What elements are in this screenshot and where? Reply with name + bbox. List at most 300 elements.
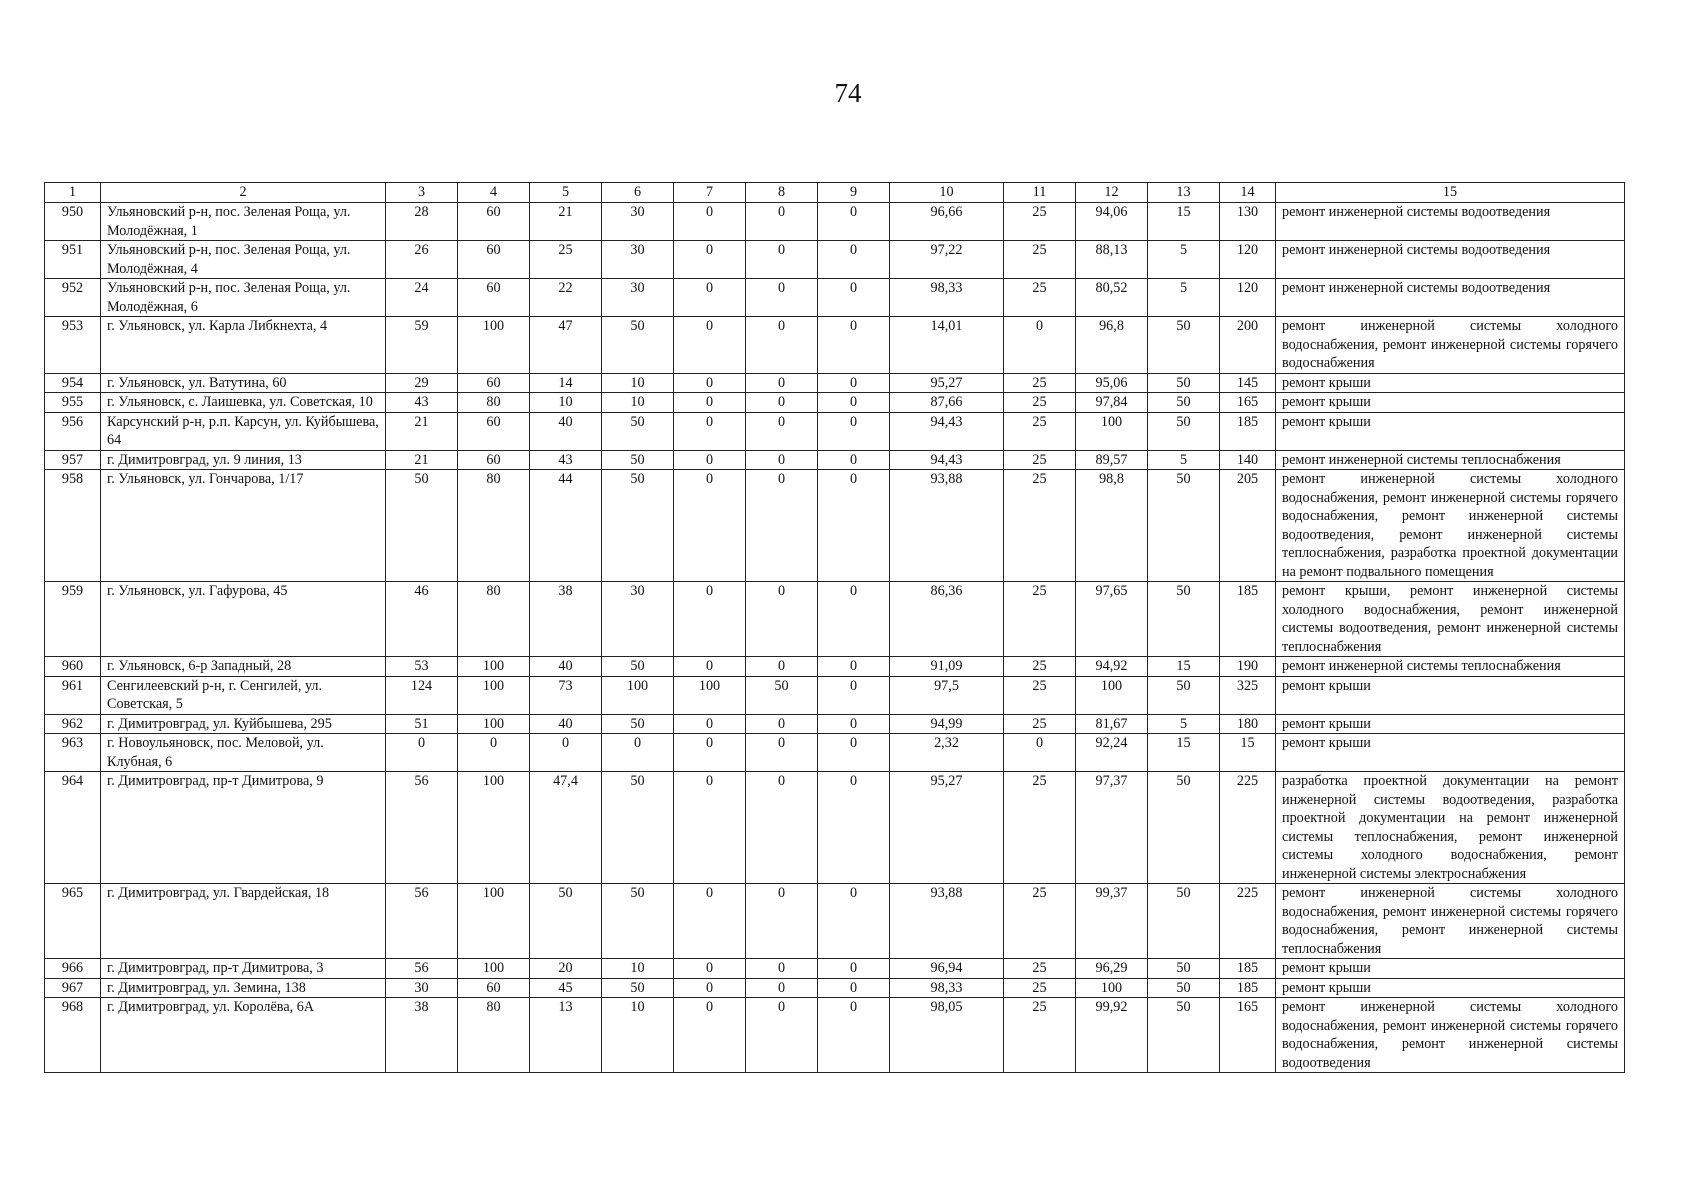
value-cell-c7: 0 bbox=[674, 978, 746, 998]
column-header: 5 bbox=[530, 183, 602, 203]
value-cell-c10: 96,94 bbox=[890, 959, 1004, 979]
value-cell-c12: 80,52 bbox=[1076, 279, 1148, 317]
value-cell-c8: 50 bbox=[746, 676, 818, 714]
value-cell-c6: 10 bbox=[602, 959, 674, 979]
value-cell-c8: 0 bbox=[746, 978, 818, 998]
value-cell-c10: 97,5 bbox=[890, 676, 1004, 714]
row-number-cell: 955 bbox=[45, 393, 101, 413]
row-number-cell: 964 bbox=[45, 772, 101, 884]
column-header: 10 bbox=[890, 183, 1004, 203]
address-cell: г. Димитровград, ул. Земина, 138 bbox=[101, 978, 386, 998]
work-description-cell: ремонт крыши, ремонт инженерной системы холодного водоснабжения, ремонт инженерной системы водоотведения, ремонт инженерной системы теплоснабжения bbox=[1276, 582, 1625, 657]
value-cell-c5: 45 bbox=[530, 978, 602, 998]
value-cell-c12: 99,37 bbox=[1076, 884, 1148, 959]
value-cell-c11: 25 bbox=[1004, 676, 1076, 714]
address-cell: г. Димитровград, ул. Куйбышева, 295 bbox=[101, 714, 386, 734]
column-header: 15 bbox=[1276, 183, 1625, 203]
value-cell-c3: 50 bbox=[386, 470, 458, 582]
value-cell-c3: 53 bbox=[386, 657, 458, 677]
column-header: 11 bbox=[1004, 183, 1076, 203]
value-cell-c13: 50 bbox=[1148, 772, 1220, 884]
value-cell-c14: 185 bbox=[1220, 978, 1276, 998]
value-cell-c13: 50 bbox=[1148, 373, 1220, 393]
value-cell-c12: 98,8 bbox=[1076, 470, 1148, 582]
value-cell-c5: 0 bbox=[530, 734, 602, 772]
value-cell-c6: 50 bbox=[602, 412, 674, 450]
work-description-cell: ремонт крыши bbox=[1276, 734, 1625, 772]
work-description-cell: ремонт крыши bbox=[1276, 714, 1625, 734]
value-cell-c6: 0 bbox=[602, 734, 674, 772]
value-cell-c7: 0 bbox=[674, 884, 746, 959]
value-cell-c14: 165 bbox=[1220, 393, 1276, 413]
value-cell-c12: 89,57 bbox=[1076, 450, 1148, 470]
value-cell-c4: 100 bbox=[458, 884, 530, 959]
value-cell-c11: 25 bbox=[1004, 412, 1076, 450]
value-cell-c14: 185 bbox=[1220, 582, 1276, 657]
address-cell: г. Димитровград, пр-т Димитрова, 9 bbox=[101, 772, 386, 884]
value-cell-c11: 25 bbox=[1004, 241, 1076, 279]
value-cell-c3: 29 bbox=[386, 373, 458, 393]
row-number-cell: 967 bbox=[45, 978, 101, 998]
value-cell-c8: 0 bbox=[746, 317, 818, 374]
value-cell-c5: 40 bbox=[530, 657, 602, 677]
value-cell-c9: 0 bbox=[818, 998, 890, 1073]
value-cell-c9: 0 bbox=[818, 241, 890, 279]
work-description-cell: ремонт инженерной системы холодного водоснабжения, ремонт инженерной системы горячего водоснабжения, ремонт инженерной системы водоотведения, ремонт инженерной системы теплоснабжения, разработка проектной документации на ремонт подвального помещения bbox=[1276, 470, 1625, 582]
value-cell-c4: 80 bbox=[458, 393, 530, 413]
value-cell-c9: 0 bbox=[818, 470, 890, 582]
value-cell-c5: 25 bbox=[530, 241, 602, 279]
value-cell-c6: 10 bbox=[602, 393, 674, 413]
column-header: 13 bbox=[1148, 183, 1220, 203]
value-cell-c4: 80 bbox=[458, 998, 530, 1073]
value-cell-c4: 60 bbox=[458, 450, 530, 470]
row-number-cell: 959 bbox=[45, 582, 101, 657]
value-cell-c3: 59 bbox=[386, 317, 458, 374]
value-cell-c10: 98,05 bbox=[890, 998, 1004, 1073]
value-cell-c10: 87,66 bbox=[890, 393, 1004, 413]
value-cell-c6: 50 bbox=[602, 470, 674, 582]
address-cell: г. Димитровград, пр-т Димитрова, 3 bbox=[101, 959, 386, 979]
value-cell-c13: 50 bbox=[1148, 317, 1220, 374]
address-cell: г. Димитровград, ул. Гвардейская, 18 bbox=[101, 884, 386, 959]
value-cell-c11: 25 bbox=[1004, 393, 1076, 413]
value-cell-c8: 0 bbox=[746, 734, 818, 772]
value-cell-c11: 0 bbox=[1004, 317, 1076, 374]
value-cell-c12: 99,92 bbox=[1076, 998, 1148, 1073]
table-row bbox=[45, 998, 1625, 1073]
value-cell-c9: 0 bbox=[818, 279, 890, 317]
value-cell-c7: 0 bbox=[674, 714, 746, 734]
value-cell-c4: 100 bbox=[458, 772, 530, 884]
value-cell-c14: 165 bbox=[1220, 998, 1276, 1073]
work-description-cell: разработка проектной документации на ремонт инженерной системы водоотведения, разработка проектной документации на ремонт инженерной системы теплоснабжения, ремонт инженерной системы холодного водоснабжения, ремонт инженерной системы электроснабжения bbox=[1276, 772, 1625, 884]
value-cell-c9: 0 bbox=[818, 978, 890, 998]
value-cell-c11: 25 bbox=[1004, 714, 1076, 734]
value-cell-c12: 97,84 bbox=[1076, 393, 1148, 413]
column-header: 6 bbox=[602, 183, 674, 203]
value-cell-c3: 24 bbox=[386, 279, 458, 317]
value-cell-c4: 60 bbox=[458, 279, 530, 317]
row-number-cell: 960 bbox=[45, 657, 101, 677]
value-cell-c3: 46 bbox=[386, 582, 458, 657]
column-header: 7 bbox=[674, 183, 746, 203]
value-cell-c6: 30 bbox=[602, 241, 674, 279]
value-cell-c5: 14 bbox=[530, 373, 602, 393]
value-cell-c6: 50 bbox=[602, 450, 674, 470]
table-row bbox=[45, 373, 1625, 393]
value-cell-c7: 0 bbox=[674, 203, 746, 241]
value-cell-c9: 0 bbox=[818, 959, 890, 979]
value-cell-c10: 93,88 bbox=[890, 470, 1004, 582]
value-cell-c11: 25 bbox=[1004, 978, 1076, 998]
value-cell-c3: 26 bbox=[386, 241, 458, 279]
work-description-cell: ремонт инженерной системы теплоснабжения bbox=[1276, 657, 1625, 677]
value-cell-c12: 96,29 bbox=[1076, 959, 1148, 979]
value-cell-c14: 130 bbox=[1220, 203, 1276, 241]
value-cell-c3: 21 bbox=[386, 450, 458, 470]
value-cell-c7: 0 bbox=[674, 450, 746, 470]
value-cell-c8: 0 bbox=[746, 279, 818, 317]
work-description-cell: ремонт крыши bbox=[1276, 959, 1625, 979]
value-cell-c4: 100 bbox=[458, 676, 530, 714]
value-cell-c7: 0 bbox=[674, 998, 746, 1073]
page-number: 74 bbox=[834, 78, 862, 108]
address-cell: Ульяновский р-н, пос. Зеленая Роща, ул. Молодёжная, 1 bbox=[101, 203, 386, 241]
value-cell-c7: 0 bbox=[674, 393, 746, 413]
work-description-cell: ремонт инженерной системы теплоснабжения bbox=[1276, 450, 1625, 470]
value-cell-c10: 86,36 bbox=[890, 582, 1004, 657]
value-cell-c11: 25 bbox=[1004, 373, 1076, 393]
value-cell-c5: 20 bbox=[530, 959, 602, 979]
value-cell-c10: 94,99 bbox=[890, 714, 1004, 734]
work-description-cell: ремонт инженерной системы холодного водоснабжения, ремонт инженерной системы горячего водоснабжения, ремонт инженерной системы теплоснабжения bbox=[1276, 884, 1625, 959]
value-cell-c8: 0 bbox=[746, 470, 818, 582]
value-cell-c6: 10 bbox=[602, 373, 674, 393]
value-cell-c9: 0 bbox=[818, 582, 890, 657]
work-description-cell: ремонт инженерной системы холодного водоснабжения, ремонт инженерной системы горячего водоснабжения bbox=[1276, 317, 1625, 374]
value-cell-c3: 56 bbox=[386, 884, 458, 959]
value-cell-c8: 0 bbox=[746, 412, 818, 450]
table-row bbox=[45, 450, 1625, 470]
value-cell-c6: 50 bbox=[602, 978, 674, 998]
column-header: 12 bbox=[1076, 183, 1148, 203]
header-row bbox=[45, 183, 1625, 203]
column-header: 14 bbox=[1220, 183, 1276, 203]
value-cell-c8: 0 bbox=[746, 450, 818, 470]
table-row bbox=[45, 978, 1625, 998]
value-cell-c14: 145 bbox=[1220, 373, 1276, 393]
table-row bbox=[45, 959, 1625, 979]
value-cell-c7: 0 bbox=[674, 657, 746, 677]
value-cell-c8: 0 bbox=[746, 772, 818, 884]
work-description-cell: ремонт крыши bbox=[1276, 412, 1625, 450]
value-cell-c5: 47 bbox=[530, 317, 602, 374]
value-cell-c8: 0 bbox=[746, 393, 818, 413]
address-cell: г. Ульяновск, с. Лаишевка, ул. Советская, 10 bbox=[101, 393, 386, 413]
address-cell: г. Димитровград, ул. 9 линия, 13 bbox=[101, 450, 386, 470]
value-cell-c9: 0 bbox=[818, 412, 890, 450]
value-cell-c4: 60 bbox=[458, 241, 530, 279]
address-cell: Карсунский р-н, р.п. Карсун, ул. Куйбышева, 64 bbox=[101, 412, 386, 450]
value-cell-c10: 14,01 bbox=[890, 317, 1004, 374]
value-cell-c13: 50 bbox=[1148, 582, 1220, 657]
value-cell-c9: 0 bbox=[818, 393, 890, 413]
value-cell-c12: 100 bbox=[1076, 676, 1148, 714]
value-cell-c14: 325 bbox=[1220, 676, 1276, 714]
value-cell-c3: 51 bbox=[386, 714, 458, 734]
value-cell-c14: 190 bbox=[1220, 657, 1276, 677]
value-cell-c6: 30 bbox=[602, 203, 674, 241]
value-cell-c7: 100 bbox=[674, 676, 746, 714]
row-number-cell: 968 bbox=[45, 998, 101, 1073]
address-cell: г. Новоульяновск, пос. Меловой, ул. Клубная, 6 bbox=[101, 734, 386, 772]
value-cell-c9: 0 bbox=[818, 450, 890, 470]
value-cell-c14: 15 bbox=[1220, 734, 1276, 772]
column-header: 1 bbox=[45, 183, 101, 203]
value-cell-c12: 97,65 bbox=[1076, 582, 1148, 657]
value-cell-c6: 30 bbox=[602, 582, 674, 657]
value-cell-c6: 50 bbox=[602, 772, 674, 884]
value-cell-c13: 50 bbox=[1148, 978, 1220, 998]
value-cell-c10: 94,43 bbox=[890, 450, 1004, 470]
address-cell: г. Ульяновск, ул. Гафурова, 45 bbox=[101, 582, 386, 657]
value-cell-c12: 81,67 bbox=[1076, 714, 1148, 734]
value-cell-c5: 73 bbox=[530, 676, 602, 714]
value-cell-c14: 185 bbox=[1220, 412, 1276, 450]
value-cell-c11: 25 bbox=[1004, 884, 1076, 959]
value-cell-c14: 120 bbox=[1220, 241, 1276, 279]
value-cell-c13: 5 bbox=[1148, 279, 1220, 317]
address-cell: г. Ульяновск, ул. Гончарова, 1/17 bbox=[101, 470, 386, 582]
value-cell-c3: 56 bbox=[386, 772, 458, 884]
table-row bbox=[45, 203, 1625, 241]
value-cell-c4: 60 bbox=[458, 978, 530, 998]
value-cell-c11: 25 bbox=[1004, 279, 1076, 317]
work-description-cell: ремонт крыши bbox=[1276, 676, 1625, 714]
table-row bbox=[45, 582, 1625, 657]
value-cell-c12: 92,24 bbox=[1076, 734, 1148, 772]
value-cell-c10: 98,33 bbox=[890, 978, 1004, 998]
value-cell-c13: 5 bbox=[1148, 241, 1220, 279]
value-cell-c5: 40 bbox=[530, 714, 602, 734]
work-description-cell: ремонт инженерной системы водоотведения bbox=[1276, 241, 1625, 279]
value-cell-c3: 28 bbox=[386, 203, 458, 241]
value-cell-c9: 0 bbox=[818, 772, 890, 884]
address-cell: г. Димитровград, ул. Королёва, 6А bbox=[101, 998, 386, 1073]
table-row bbox=[45, 714, 1625, 734]
value-cell-c7: 0 bbox=[674, 412, 746, 450]
value-cell-c14: 225 bbox=[1220, 884, 1276, 959]
value-cell-c13: 5 bbox=[1148, 714, 1220, 734]
table-row bbox=[45, 279, 1625, 317]
value-cell-c14: 225 bbox=[1220, 772, 1276, 884]
row-number-cell: 961 bbox=[45, 676, 101, 714]
table-row bbox=[45, 393, 1625, 413]
value-cell-c9: 0 bbox=[818, 657, 890, 677]
value-cell-c9: 0 bbox=[818, 734, 890, 772]
value-cell-c8: 0 bbox=[746, 714, 818, 734]
value-cell-c10: 2,32 bbox=[890, 734, 1004, 772]
value-cell-c6: 50 bbox=[602, 714, 674, 734]
value-cell-c6: 50 bbox=[602, 317, 674, 374]
table-row bbox=[45, 772, 1625, 884]
row-number-cell: 965 bbox=[45, 884, 101, 959]
value-cell-c11: 25 bbox=[1004, 998, 1076, 1073]
value-cell-c4: 100 bbox=[458, 959, 530, 979]
value-cell-c8: 0 bbox=[746, 241, 818, 279]
row-number-cell: 952 bbox=[45, 279, 101, 317]
value-cell-c12: 94,06 bbox=[1076, 203, 1148, 241]
value-cell-c8: 0 bbox=[746, 657, 818, 677]
value-cell-c14: 200 bbox=[1220, 317, 1276, 374]
value-cell-c13: 50 bbox=[1148, 393, 1220, 413]
value-cell-c9: 0 bbox=[818, 203, 890, 241]
value-cell-c3: 56 bbox=[386, 959, 458, 979]
value-cell-c8: 0 bbox=[746, 959, 818, 979]
value-cell-c6: 50 bbox=[602, 657, 674, 677]
table-row bbox=[45, 317, 1625, 374]
work-description-cell: ремонт крыши bbox=[1276, 978, 1625, 998]
value-cell-c14: 180 bbox=[1220, 714, 1276, 734]
value-cell-c11: 25 bbox=[1004, 470, 1076, 582]
value-cell-c3: 124 bbox=[386, 676, 458, 714]
value-cell-c8: 0 bbox=[746, 582, 818, 657]
value-cell-c4: 100 bbox=[458, 317, 530, 374]
value-cell-c10: 93,88 bbox=[890, 884, 1004, 959]
value-cell-c12: 100 bbox=[1076, 978, 1148, 998]
value-cell-c10: 98,33 bbox=[890, 279, 1004, 317]
value-cell-c4: 60 bbox=[458, 412, 530, 450]
value-cell-c9: 0 bbox=[818, 884, 890, 959]
value-cell-c5: 22 bbox=[530, 279, 602, 317]
row-number-cell: 950 bbox=[45, 203, 101, 241]
value-cell-c3: 21 bbox=[386, 412, 458, 450]
table-row bbox=[45, 734, 1625, 772]
work-description-cell: ремонт крыши bbox=[1276, 393, 1625, 413]
value-cell-c10: 91,09 bbox=[890, 657, 1004, 677]
value-cell-c5: 40 bbox=[530, 412, 602, 450]
value-cell-c7: 0 bbox=[674, 772, 746, 884]
table-row bbox=[45, 676, 1625, 714]
value-cell-c13: 50 bbox=[1148, 676, 1220, 714]
value-cell-c7: 0 bbox=[674, 241, 746, 279]
value-cell-c7: 0 bbox=[674, 959, 746, 979]
value-cell-c12: 94,92 bbox=[1076, 657, 1148, 677]
row-number-cell: 951 bbox=[45, 241, 101, 279]
address-cell: Ульяновский р-н, пос. Зеленая Роща, ул. Молодёжная, 6 bbox=[101, 279, 386, 317]
value-cell-c10: 94,43 bbox=[890, 412, 1004, 450]
column-header: 4 bbox=[458, 183, 530, 203]
column-header: 9 bbox=[818, 183, 890, 203]
value-cell-c14: 205 bbox=[1220, 470, 1276, 582]
value-cell-c4: 100 bbox=[458, 714, 530, 734]
row-number-cell: 966 bbox=[45, 959, 101, 979]
value-cell-c14: 140 bbox=[1220, 450, 1276, 470]
value-cell-c11: 0 bbox=[1004, 734, 1076, 772]
value-cell-c13: 50 bbox=[1148, 412, 1220, 450]
value-cell-c12: 88,13 bbox=[1076, 241, 1148, 279]
value-cell-c5: 47,4 bbox=[530, 772, 602, 884]
work-description-cell: ремонт инженерной системы водоотведения bbox=[1276, 279, 1625, 317]
value-cell-c13: 50 bbox=[1148, 998, 1220, 1073]
row-number-cell: 963 bbox=[45, 734, 101, 772]
value-cell-c11: 25 bbox=[1004, 582, 1076, 657]
table-row bbox=[45, 657, 1625, 677]
value-cell-c9: 0 bbox=[818, 317, 890, 374]
address-cell: г. Ульяновск, ул. Ватутина, 60 bbox=[101, 373, 386, 393]
value-cell-c11: 25 bbox=[1004, 450, 1076, 470]
table-row bbox=[45, 470, 1625, 582]
value-cell-c14: 120 bbox=[1220, 279, 1276, 317]
value-cell-c6: 10 bbox=[602, 998, 674, 1073]
value-cell-c7: 0 bbox=[674, 470, 746, 582]
value-cell-c7: 0 bbox=[674, 279, 746, 317]
value-cell-c6: 50 bbox=[602, 884, 674, 959]
value-cell-c8: 0 bbox=[746, 203, 818, 241]
value-cell-c3: 0 bbox=[386, 734, 458, 772]
value-cell-c3: 38 bbox=[386, 998, 458, 1073]
value-cell-c11: 25 bbox=[1004, 959, 1076, 979]
value-cell-c4: 60 bbox=[458, 203, 530, 241]
value-cell-c9: 0 bbox=[818, 676, 890, 714]
value-cell-c7: 0 bbox=[674, 373, 746, 393]
value-cell-c11: 25 bbox=[1004, 657, 1076, 677]
value-cell-c5: 10 bbox=[530, 393, 602, 413]
value-cell-c10: 96,66 bbox=[890, 203, 1004, 241]
value-cell-c10: 95,27 bbox=[890, 373, 1004, 393]
value-cell-c10: 97,22 bbox=[890, 241, 1004, 279]
value-cell-c7: 0 bbox=[674, 734, 746, 772]
value-cell-c13: 5 bbox=[1148, 450, 1220, 470]
data-table bbox=[44, 182, 1625, 1073]
work-description-cell: ремонт инженерной системы холодного водоснабжения, ремонт инженерной системы горячего водоснабжения, ремонт инженерной системы водоотведения bbox=[1276, 998, 1625, 1073]
value-cell-c5: 44 bbox=[530, 470, 602, 582]
row-number-cell: 957 bbox=[45, 450, 101, 470]
address-cell: г. Ульяновск, 6-р Западный, 28 bbox=[101, 657, 386, 677]
row-number-cell: 962 bbox=[45, 714, 101, 734]
value-cell-c13: 15 bbox=[1148, 734, 1220, 772]
value-cell-c3: 30 bbox=[386, 978, 458, 998]
value-cell-c4: 80 bbox=[458, 582, 530, 657]
value-cell-c12: 97,37 bbox=[1076, 772, 1148, 884]
value-cell-c5: 21 bbox=[530, 203, 602, 241]
row-number-cell: 958 bbox=[45, 470, 101, 582]
value-cell-c7: 0 bbox=[674, 317, 746, 374]
value-cell-c14: 185 bbox=[1220, 959, 1276, 979]
work-description-cell: ремонт крыши bbox=[1276, 373, 1625, 393]
value-cell-c5: 13 bbox=[530, 998, 602, 1073]
value-cell-c6: 30 bbox=[602, 279, 674, 317]
address-cell: Ульяновский р-н, пос. Зеленая Роща, ул. Молодёжная, 4 bbox=[101, 241, 386, 279]
value-cell-c5: 43 bbox=[530, 450, 602, 470]
column-header: 3 bbox=[386, 183, 458, 203]
value-cell-c12: 100 bbox=[1076, 412, 1148, 450]
value-cell-c11: 25 bbox=[1004, 203, 1076, 241]
value-cell-c13: 15 bbox=[1148, 203, 1220, 241]
value-cell-c12: 96,8 bbox=[1076, 317, 1148, 374]
value-cell-c11: 25 bbox=[1004, 772, 1076, 884]
value-cell-c3: 43 bbox=[386, 393, 458, 413]
column-header: 2 bbox=[101, 183, 386, 203]
work-description-cell: ремонт инженерной системы водоотведения bbox=[1276, 203, 1625, 241]
row-number-cell: 954 bbox=[45, 373, 101, 393]
value-cell-c6: 100 bbox=[602, 676, 674, 714]
table-row bbox=[45, 412, 1625, 450]
value-cell-c4: 0 bbox=[458, 734, 530, 772]
value-cell-c5: 50 bbox=[530, 884, 602, 959]
value-cell-c12: 95,06 bbox=[1076, 373, 1148, 393]
